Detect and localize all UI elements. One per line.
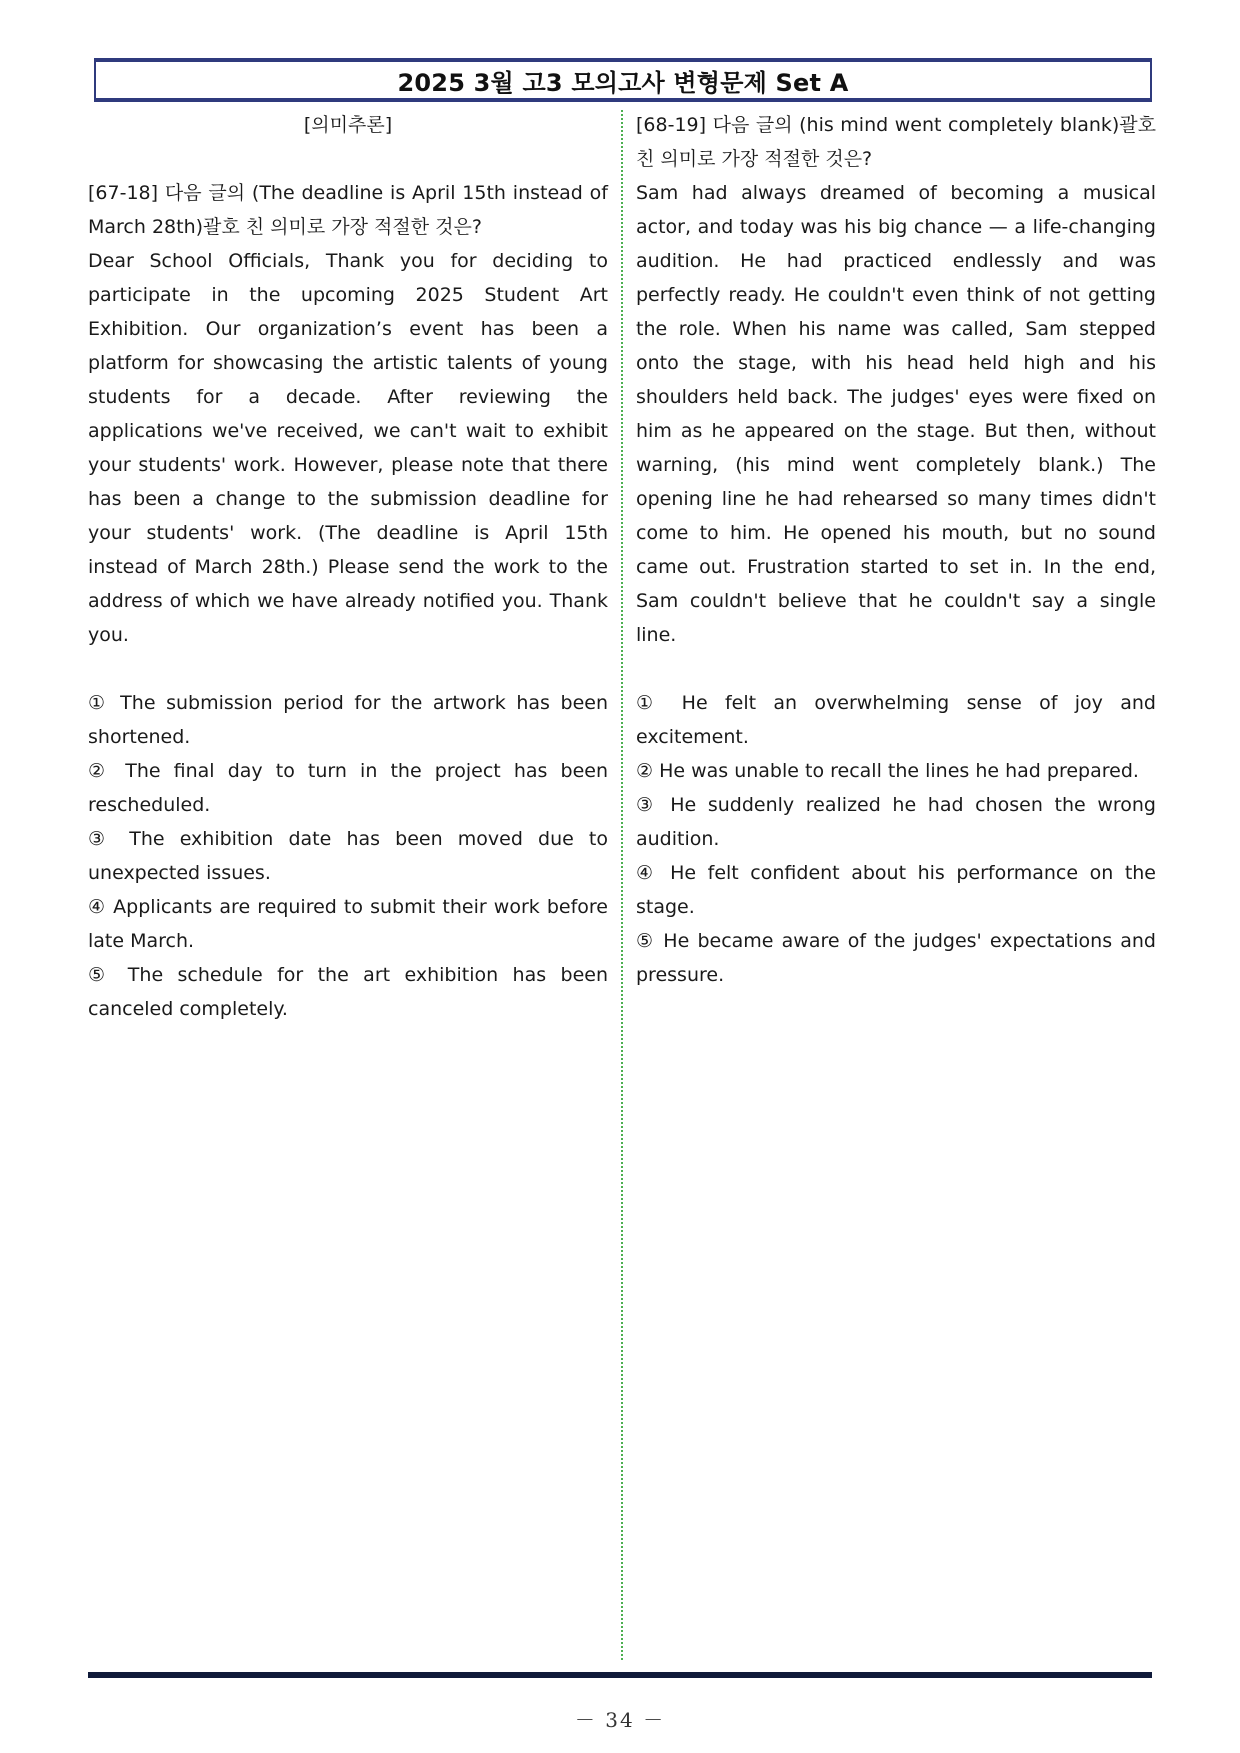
page-number: － 34 － [574,1708,666,1732]
answer-option: ① He felt an overwhelming sense of joy and excitement. [636,692,1156,748]
answer-option: ⑤ The schedule for the art exhibition has been canceled completely. [88,964,608,1020]
answer-options-67 [88,686,608,1026]
answer-option: ⑤ He became aware of the judges' expectations and pressure. [636,930,1156,986]
question-category: [의미추론] [303,114,393,136]
left-column [88,108,608,1026]
passage-68: Sam had always dreamed of becoming a musical actor, and today was his big chance — a life-changing audition. He had practiced endlessly and was perfectly ready. He couldn't even think of not getting the role. When his name was called, Sam stepped onto the stage, with his head held high and his shoulders held back. The judges' eyes were fixed on him as he appeared on the stage. But then, without warning, (his mind went completely blank.) The opening line he had rehearsed so many times didn't come to him. He opened his mouth, but no sound came out. Frustration started to set in. In the end, Sam couldn't believe that he couldn't say a single line. [636,182,1156,646]
question-prompt-67: [67-18] 다음 글의 (The deadline is April 15th instead of March 28th)괄호 친 의미로 가장 적절한 것은? [88,182,608,238]
answer-option: ② He was unable to recall the lines he had prepared. [636,760,1139,782]
answer-options-68 [636,686,1156,992]
column-divider [621,110,623,1660]
right-column [636,108,1156,992]
page-header [94,58,1152,102]
answer-option: ④ He felt confident about his performance on the stage. [636,862,1156,918]
spacer [88,652,608,686]
answer-option: ③ He suddenly realized he had chosen the wrong audition. [636,794,1156,850]
answer-option: ① The submission period for the artwork has been shortened. [88,692,608,748]
passage-67: Dear School Officials, Thank you for deciding to participate in the upcoming 2025 Student Art Exhibition. Our organization’s event has been a platform for showcasing the artistic talents of young students for a decade. After reviewing the applications we've received, we can't wait to exhibit your students' work. However, please note that there has been a change to the submission deadline for your students' work. (The deadline is April 15th instead of March 28th.) Please send the work to the address of which we have already notified you. Thank you. [88,250,608,646]
spacer [88,142,608,176]
answer-option: ④ Applicants are required to submit their work before late March. [88,896,608,952]
footer-rule [88,1672,1152,1678]
question-prompt-68: [68-19] 다음 글의 (his mind went completely blank)괄호 친 의미로 가장 적절한 것은? [636,114,1156,170]
answer-option: ② The final day to turn in the project has been rescheduled. [88,760,608,816]
page-title: 2025 3월 고3 모의고사 변형문제 Set A [397,68,849,97]
answer-option: ③ The exhibition date has been moved due to unexpected issues. [88,828,608,884]
spacer [636,652,1156,686]
